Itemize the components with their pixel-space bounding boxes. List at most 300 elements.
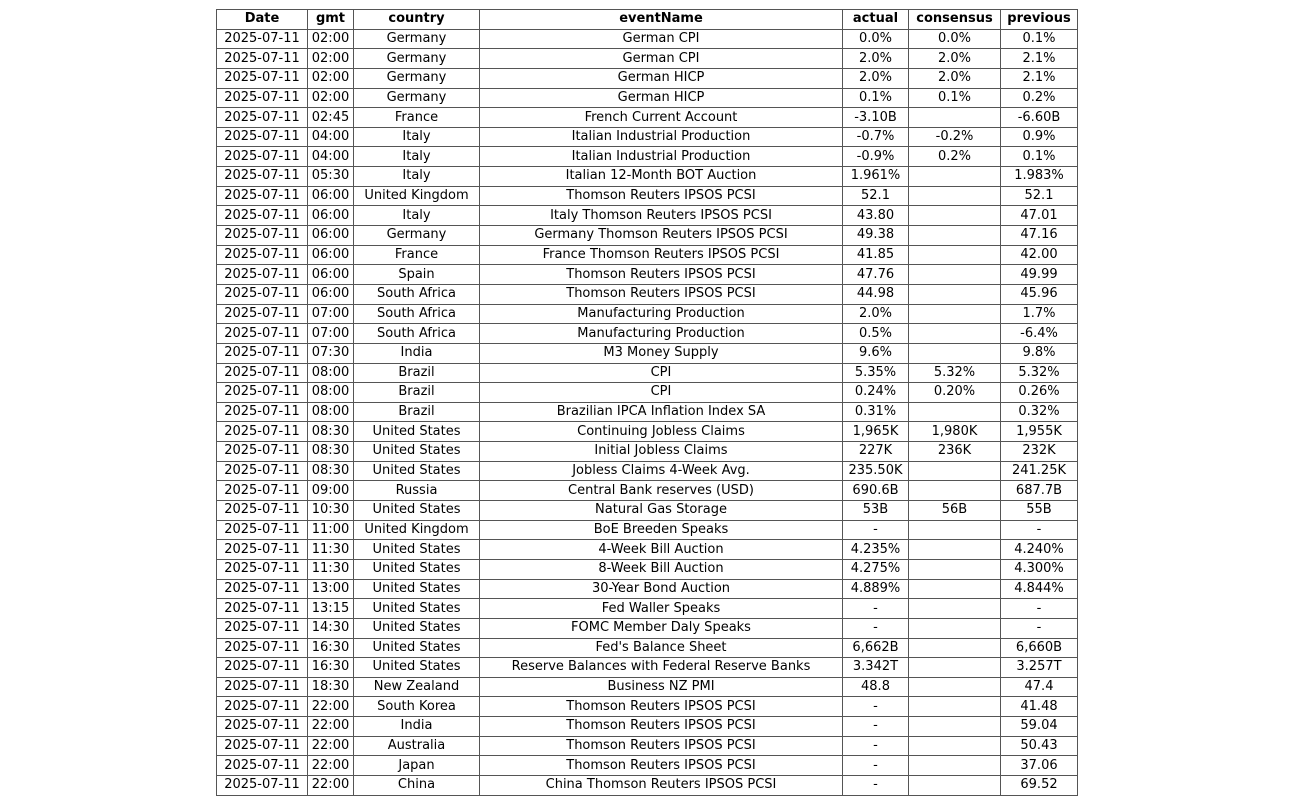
actual-cell: -0.9% [843, 147, 909, 167]
previous-cell: 50.43 [1001, 736, 1078, 756]
actual-cell: 0.31% [843, 402, 909, 422]
actual-cell: 227K [843, 442, 909, 462]
actual-cell: 235.50K [843, 461, 909, 481]
event-name-cell: Continuing Jobless Claims [480, 422, 843, 442]
consensus-cell [909, 520, 1001, 540]
consensus-cell: 2.0% [909, 49, 1001, 69]
table-row [217, 226, 1078, 246]
country-cell: Italy [354, 206, 480, 226]
country-cell: Germany [354, 88, 480, 108]
country-cell: Germany [354, 68, 480, 88]
table-row [217, 245, 1078, 265]
actual-cell: - [843, 520, 909, 540]
gmt-cell: 07:00 [308, 304, 354, 324]
consensus-cell: 0.0% [909, 29, 1001, 49]
date-cell: 2025-07-11 [217, 108, 308, 128]
table-row [217, 324, 1078, 344]
date-cell: 2025-07-11 [217, 442, 308, 462]
table-row [217, 68, 1078, 88]
table-row [217, 186, 1078, 206]
date-cell: 2025-07-11 [217, 559, 308, 579]
date-cell: 2025-07-11 [217, 638, 308, 658]
table-row [217, 442, 1078, 462]
event-name-cell: Thomson Reuters IPSOS PCSI [480, 186, 843, 206]
gmt-cell: 22:00 [308, 775, 354, 795]
gmt-cell: 08:30 [308, 422, 354, 442]
consensus-cell [909, 343, 1001, 363]
actual-cell: 4.235% [843, 540, 909, 560]
event-name-cell: German HICP [480, 88, 843, 108]
country-cell: United States [354, 599, 480, 619]
country-cell: India [354, 717, 480, 737]
previous-cell: 4.300% [1001, 559, 1078, 579]
event-name-cell: Manufacturing Production [480, 304, 843, 324]
previous-cell: 47.01 [1001, 206, 1078, 226]
previous-cell: 69.52 [1001, 775, 1078, 795]
gmt-cell: 22:00 [308, 756, 354, 776]
actual-cell: 49.38 [843, 226, 909, 246]
event-name-cell: M3 Money Supply [480, 343, 843, 363]
consensus-cell [909, 167, 1001, 187]
consensus-cell: 0.1% [909, 88, 1001, 108]
previous-cell: 37.06 [1001, 756, 1078, 776]
actual-cell: 44.98 [843, 284, 909, 304]
previous-cell: 5.32% [1001, 363, 1078, 383]
country-cell: South Africa [354, 284, 480, 304]
previous-cell: -6.60B [1001, 108, 1078, 128]
actual-cell: 0.1% [843, 88, 909, 108]
gmt-cell: 10:30 [308, 501, 354, 521]
date-cell: 2025-07-11 [217, 147, 308, 167]
event-name-cell: Italian 12-Month BOT Auction [480, 167, 843, 187]
table-row [217, 402, 1078, 422]
event-name-cell: Italian Industrial Production [480, 127, 843, 147]
event-name-cell: Fed Waller Speaks [480, 599, 843, 619]
previous-cell: 4.240% [1001, 540, 1078, 560]
date-cell: 2025-07-11 [217, 284, 308, 304]
actual-cell: -0.7% [843, 127, 909, 147]
event-name-cell: Thomson Reuters IPSOS PCSI [480, 756, 843, 776]
consensus-cell [909, 658, 1001, 678]
date-cell: 2025-07-11 [217, 88, 308, 108]
gmt-cell: 02:45 [308, 108, 354, 128]
gmt-cell: 04:00 [308, 147, 354, 167]
date-cell: 2025-07-11 [217, 422, 308, 442]
date-cell: 2025-07-11 [217, 363, 308, 383]
date-cell: 2025-07-11 [217, 481, 308, 501]
event-name-cell: Fed's Balance Sheet [480, 638, 843, 658]
country-cell: France [354, 108, 480, 128]
gmt-cell: 06:00 [308, 186, 354, 206]
event-name-cell: Thomson Reuters IPSOS PCSI [480, 717, 843, 737]
previous-cell: 0.1% [1001, 29, 1078, 49]
previous-cell: 0.9% [1001, 127, 1078, 147]
date-cell: 2025-07-11 [217, 324, 308, 344]
actual-cell: - [843, 717, 909, 737]
actual-cell: - [843, 756, 909, 776]
date-cell: 2025-07-11 [217, 697, 308, 717]
table-row [217, 618, 1078, 638]
country-cell: United States [354, 442, 480, 462]
previous-cell: -6.4% [1001, 324, 1078, 344]
consensus-cell [909, 540, 1001, 560]
actual-cell: 690.6B [843, 481, 909, 501]
column-header-date: Date [217, 10, 308, 30]
gmt-cell: 07:00 [308, 324, 354, 344]
actual-cell: - [843, 599, 909, 619]
country-cell: United States [354, 501, 480, 521]
date-cell: 2025-07-11 [217, 520, 308, 540]
event-name-cell: 4-Week Bill Auction [480, 540, 843, 560]
previous-cell: 42.00 [1001, 245, 1078, 265]
country-cell: United States [354, 559, 480, 579]
gmt-cell: 13:15 [308, 599, 354, 619]
consensus-cell [909, 304, 1001, 324]
date-cell: 2025-07-11 [217, 461, 308, 481]
country-cell: Germany [354, 49, 480, 69]
date-cell: 2025-07-11 [217, 599, 308, 619]
date-cell: 2025-07-11 [217, 49, 308, 69]
table-row [217, 736, 1078, 756]
consensus-cell [909, 324, 1001, 344]
date-cell: 2025-07-11 [217, 402, 308, 422]
previous-cell: 59.04 [1001, 717, 1078, 737]
actual-cell: 2.0% [843, 49, 909, 69]
event-name-cell: CPI [480, 383, 843, 403]
gmt-cell: 08:30 [308, 461, 354, 481]
actual-cell: 53B [843, 501, 909, 521]
event-name-cell: French Current Account [480, 108, 843, 128]
event-name-cell: Thomson Reuters IPSOS PCSI [480, 697, 843, 717]
date-cell: 2025-07-11 [217, 383, 308, 403]
event-name-cell: German CPI [480, 29, 843, 49]
consensus-cell [909, 775, 1001, 795]
consensus-cell [909, 481, 1001, 501]
consensus-cell [909, 284, 1001, 304]
country-cell: Brazil [354, 402, 480, 422]
table-row [217, 206, 1078, 226]
consensus-cell [909, 226, 1001, 246]
date-cell: 2025-07-11 [217, 68, 308, 88]
country-cell: United States [354, 658, 480, 678]
country-cell: United States [354, 461, 480, 481]
date-cell: 2025-07-11 [217, 618, 308, 638]
previous-cell: 0.32% [1001, 402, 1078, 422]
consensus-cell [909, 402, 1001, 422]
event-name-cell: China Thomson Reuters IPSOS PCSI [480, 775, 843, 795]
table-row [217, 363, 1078, 383]
gmt-cell: 07:30 [308, 343, 354, 363]
previous-cell: 2.1% [1001, 68, 1078, 88]
actual-cell: - [843, 697, 909, 717]
event-name-cell: Italy Thomson Reuters IPSOS PCSI [480, 206, 843, 226]
consensus-cell [909, 461, 1001, 481]
country-cell: Australia [354, 736, 480, 756]
table-row [217, 49, 1078, 69]
event-name-cell: Manufacturing Production [480, 324, 843, 344]
country-cell: Italy [354, 167, 480, 187]
previous-cell: 1.983% [1001, 167, 1078, 187]
country-cell: New Zealand [354, 677, 480, 697]
consensus-cell [909, 206, 1001, 226]
table-row [217, 422, 1078, 442]
consensus-cell [909, 638, 1001, 658]
table-row [217, 717, 1078, 737]
date-cell: 2025-07-11 [217, 717, 308, 737]
event-name-cell: France Thomson Reuters IPSOS PCSI [480, 245, 843, 265]
event-name-cell: 8-Week Bill Auction [480, 559, 843, 579]
consensus-cell [909, 245, 1001, 265]
actual-cell: 41.85 [843, 245, 909, 265]
gmt-cell: 08:00 [308, 363, 354, 383]
actual-cell: 9.6% [843, 343, 909, 363]
actual-cell: 6,662B [843, 638, 909, 658]
table-row [217, 559, 1078, 579]
actual-cell: 1.961% [843, 167, 909, 187]
consensus-cell [909, 756, 1001, 776]
consensus-cell [909, 265, 1001, 285]
consensus-cell [909, 736, 1001, 756]
date-cell: 2025-07-11 [217, 265, 308, 285]
table-row [217, 481, 1078, 501]
consensus-cell: 2.0% [909, 68, 1001, 88]
table-row [217, 88, 1078, 108]
table-row [217, 343, 1078, 363]
consensus-cell: 0.2% [909, 147, 1001, 167]
country-cell: United States [354, 618, 480, 638]
consensus-cell [909, 599, 1001, 619]
consensus-cell [909, 717, 1001, 737]
actual-cell: 43.80 [843, 206, 909, 226]
gmt-cell: 16:30 [308, 658, 354, 678]
gmt-cell: 08:30 [308, 442, 354, 462]
table-row [217, 461, 1078, 481]
consensus-cell [909, 618, 1001, 638]
gmt-cell: 06:00 [308, 206, 354, 226]
country-cell: Russia [354, 481, 480, 501]
gmt-cell: 13:00 [308, 579, 354, 599]
consensus-cell: 56B [909, 501, 1001, 521]
event-name-cell: Natural Gas Storage [480, 501, 843, 521]
column-header-gmt: gmt [308, 10, 354, 30]
previous-cell: 0.26% [1001, 383, 1078, 403]
consensus-cell [909, 579, 1001, 599]
previous-cell: 47.4 [1001, 677, 1078, 697]
date-cell: 2025-07-11 [217, 677, 308, 697]
date-cell: 2025-07-11 [217, 127, 308, 147]
previous-cell: 2.1% [1001, 49, 1078, 69]
event-name-cell: Thomson Reuters IPSOS PCSI [480, 265, 843, 285]
event-name-cell: 30-Year Bond Auction [480, 579, 843, 599]
gmt-cell: 06:00 [308, 284, 354, 304]
table-row [217, 599, 1078, 619]
table-row [217, 284, 1078, 304]
country-cell: India [354, 343, 480, 363]
gmt-cell: 09:00 [308, 481, 354, 501]
table-row [217, 540, 1078, 560]
consensus-cell: 0.20% [909, 383, 1001, 403]
consensus-cell [909, 108, 1001, 128]
column-header-actual: actual [843, 10, 909, 30]
country-cell: Germany [354, 29, 480, 49]
table-row [217, 383, 1078, 403]
event-name-cell: German HICP [480, 68, 843, 88]
table-row [217, 520, 1078, 540]
table-row [217, 756, 1078, 776]
actual-cell: - [843, 736, 909, 756]
event-name-cell: CPI [480, 363, 843, 383]
country-cell: United States [354, 422, 480, 442]
gmt-cell: 08:00 [308, 383, 354, 403]
table-row [217, 304, 1078, 324]
event-name-cell: Initial Jobless Claims [480, 442, 843, 462]
event-name-cell: Germany Thomson Reuters IPSOS PCSI [480, 226, 843, 246]
table-row [217, 658, 1078, 678]
event-name-cell: BoE Breeden Speaks [480, 520, 843, 540]
actual-cell: 0.5% [843, 324, 909, 344]
country-cell: France [354, 245, 480, 265]
table-row [217, 29, 1078, 49]
actual-cell: 0.24% [843, 383, 909, 403]
actual-cell: - [843, 618, 909, 638]
country-cell: United States [354, 540, 480, 560]
consensus-cell: -0.2% [909, 127, 1001, 147]
country-cell: United Kingdom [354, 186, 480, 206]
gmt-cell: 11:00 [308, 520, 354, 540]
actual-cell: 4.889% [843, 579, 909, 599]
previous-cell: 9.8% [1001, 343, 1078, 363]
date-cell: 2025-07-11 [217, 343, 308, 363]
gmt-cell: 02:00 [308, 29, 354, 49]
gmt-cell: 06:00 [308, 226, 354, 246]
previous-cell: 241.25K [1001, 461, 1078, 481]
gmt-cell: 11:30 [308, 540, 354, 560]
gmt-cell: 04:00 [308, 127, 354, 147]
consensus-cell [909, 186, 1001, 206]
country-cell: Italy [354, 127, 480, 147]
date-cell: 2025-07-11 [217, 501, 308, 521]
column-header-country: country [354, 10, 480, 30]
actual-cell: 3.342T [843, 658, 909, 678]
gmt-cell: 22:00 [308, 717, 354, 737]
consensus-cell [909, 697, 1001, 717]
date-cell: 2025-07-11 [217, 658, 308, 678]
date-cell: 2025-07-11 [217, 540, 308, 560]
date-cell: 2025-07-11 [217, 304, 308, 324]
previous-cell: 55B [1001, 501, 1078, 521]
table-row [217, 638, 1078, 658]
actual-cell: 2.0% [843, 68, 909, 88]
table-header-row [217, 10, 1078, 30]
country-cell: Spain [354, 265, 480, 285]
gmt-cell: 18:30 [308, 677, 354, 697]
event-name-cell: Reserve Balances with Federal Reserve Banks [480, 658, 843, 678]
previous-cell: 1.7% [1001, 304, 1078, 324]
event-name-cell: Central Bank reserves (USD) [480, 481, 843, 501]
country-cell: United States [354, 579, 480, 599]
country-cell: South Korea [354, 697, 480, 717]
actual-cell: -3.10B [843, 108, 909, 128]
date-cell: 2025-07-11 [217, 186, 308, 206]
table-body [217, 29, 1078, 795]
event-name-cell: Thomson Reuters IPSOS PCSI [480, 736, 843, 756]
consensus-cell: 236K [909, 442, 1001, 462]
table-row [217, 501, 1078, 521]
gmt-cell: 06:00 [308, 245, 354, 265]
event-name-cell: Brazilian IPCA Inflation Index SA [480, 402, 843, 422]
gmt-cell: 14:30 [308, 618, 354, 638]
previous-cell: 49.99 [1001, 265, 1078, 285]
table-row [217, 579, 1078, 599]
gmt-cell: 22:00 [308, 697, 354, 717]
previous-cell: 47.16 [1001, 226, 1078, 246]
actual-cell: 48.8 [843, 677, 909, 697]
gmt-cell: 02:00 [308, 49, 354, 69]
table-row [217, 677, 1078, 697]
country-cell: Japan [354, 756, 480, 776]
date-cell: 2025-07-11 [217, 245, 308, 265]
actual-cell: 5.35% [843, 363, 909, 383]
column-header-event-name: eventName [480, 10, 843, 30]
previous-cell: 6,660B [1001, 638, 1078, 658]
country-cell: United Kingdom [354, 520, 480, 540]
previous-cell: - [1001, 520, 1078, 540]
column-header-previous: previous [1001, 10, 1078, 30]
table-row [217, 167, 1078, 187]
gmt-cell: 02:00 [308, 68, 354, 88]
previous-cell: 3.257T [1001, 658, 1078, 678]
event-name-cell: FOMC Member Daly Speaks [480, 618, 843, 638]
date-cell: 2025-07-11 [217, 775, 308, 795]
date-cell: 2025-07-11 [217, 736, 308, 756]
country-cell: Italy [354, 147, 480, 167]
previous-cell: 687.7B [1001, 481, 1078, 501]
previous-cell: 0.2% [1001, 88, 1078, 108]
gmt-cell: 05:30 [308, 167, 354, 187]
actual-cell: 4.275% [843, 559, 909, 579]
table-row [217, 147, 1078, 167]
previous-cell: 0.1% [1001, 147, 1078, 167]
date-cell: 2025-07-11 [217, 756, 308, 776]
date-cell: 2025-07-11 [217, 226, 308, 246]
previous-cell: 41.48 [1001, 697, 1078, 717]
actual-cell: 52.1 [843, 186, 909, 206]
event-name-cell: German CPI [480, 49, 843, 69]
country-cell: United States [354, 638, 480, 658]
date-cell: 2025-07-11 [217, 29, 308, 49]
date-cell: 2025-07-11 [217, 579, 308, 599]
consensus-cell [909, 559, 1001, 579]
country-cell: Germany [354, 226, 480, 246]
table-row [217, 775, 1078, 795]
gmt-cell: 16:30 [308, 638, 354, 658]
table-row [217, 697, 1078, 717]
country-cell: Brazil [354, 363, 480, 383]
country-cell: China [354, 775, 480, 795]
gmt-cell: 02:00 [308, 88, 354, 108]
consensus-cell: 1,980K [909, 422, 1001, 442]
table-row [217, 108, 1078, 128]
date-cell: 2025-07-11 [217, 206, 308, 226]
table-row [217, 127, 1078, 147]
date-cell: 2025-07-11 [217, 167, 308, 187]
column-header-consensus: consensus [909, 10, 1001, 30]
actual-cell: 47.76 [843, 265, 909, 285]
previous-cell: 4.844% [1001, 579, 1078, 599]
event-name-cell: Jobless Claims 4-Week Avg. [480, 461, 843, 481]
consensus-cell: 5.32% [909, 363, 1001, 383]
previous-cell: - [1001, 618, 1078, 638]
